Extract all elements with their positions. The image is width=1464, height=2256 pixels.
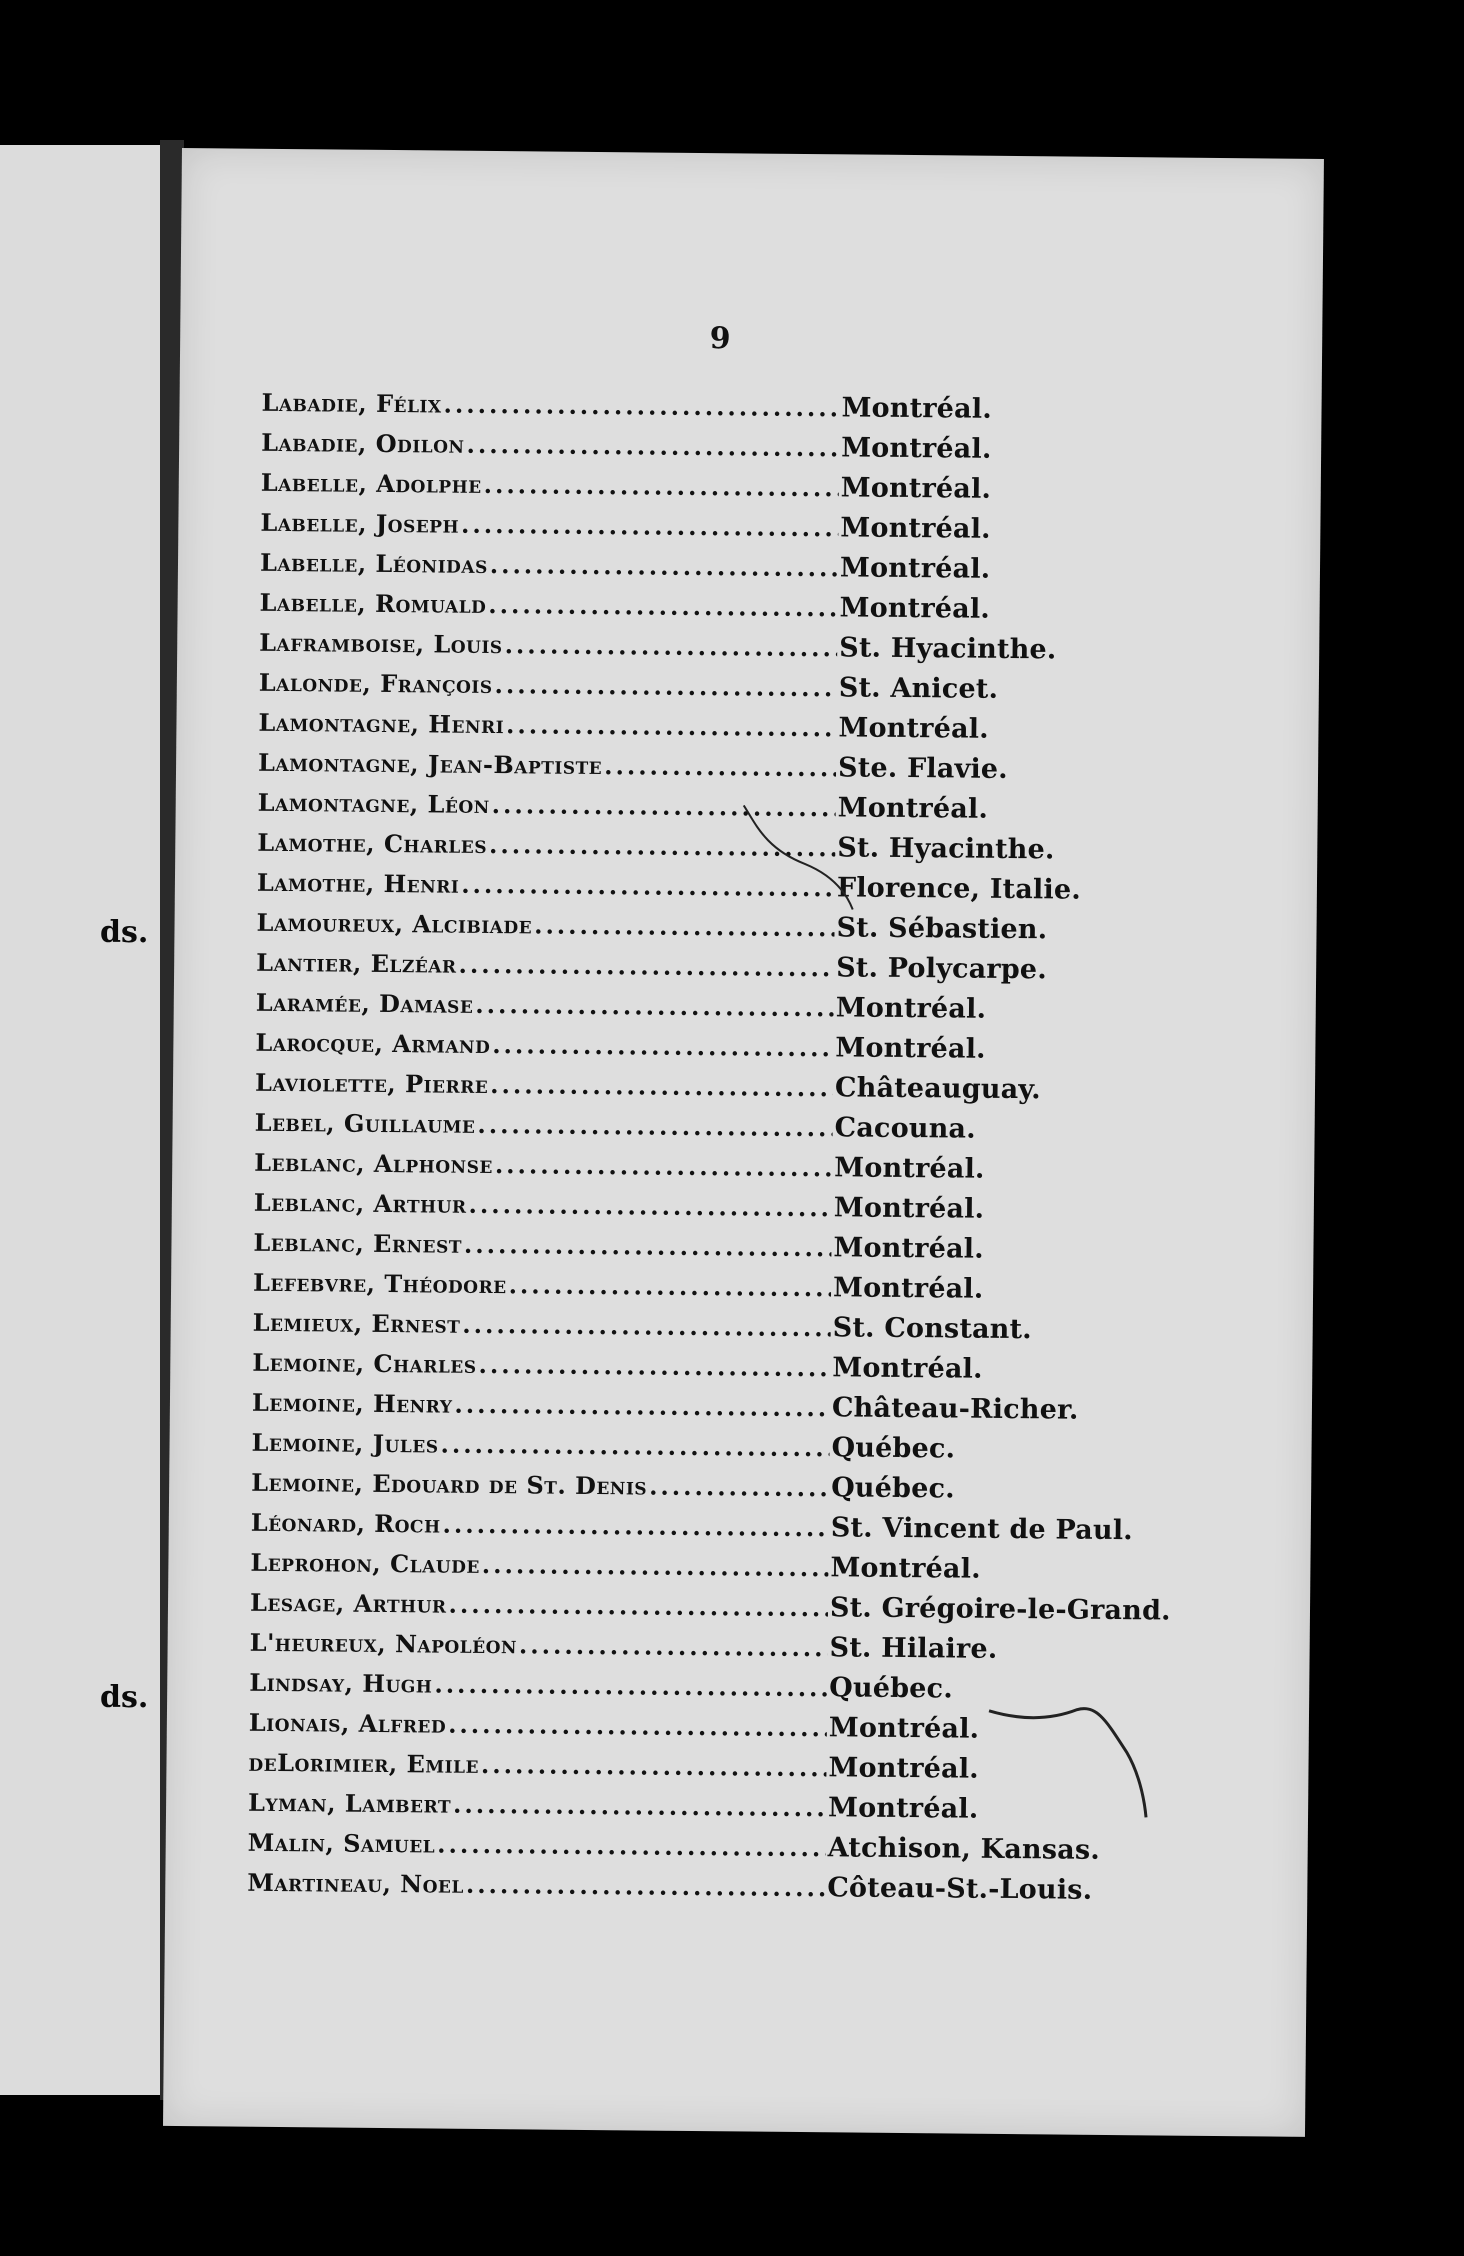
entry-place: St. Hyacinthe.	[839, 632, 1057, 666]
dot-leader	[519, 1630, 828, 1662]
entry-name: deLorimier, Emile	[248, 1747, 480, 1779]
dot-leader	[458, 950, 834, 983]
entry-place: Montréal.	[839, 592, 991, 625]
dot-leader	[453, 1790, 826, 1823]
dot-leader	[462, 1310, 831, 1343]
entry-place: Montréal.	[840, 512, 991, 545]
entry-name: Lamontagne, Jean-Baptiste	[257, 747, 603, 781]
dot-leader	[481, 1750, 827, 1782]
entry-name: Labadie, Félix	[261, 387, 442, 419]
entry-place: Montréal.	[833, 1192, 985, 1225]
entry-place: Montréal.	[830, 1552, 981, 1585]
entry-name: Lemoine, Charles	[252, 1347, 477, 1379]
entry-name: Lemoine, Jules	[251, 1427, 439, 1459]
dot-leader	[484, 470, 839, 502]
dot-leader	[506, 710, 837, 742]
entry-name: Labadie, Odilon	[261, 427, 465, 459]
entry-place: St. Constant.	[832, 1312, 1033, 1346]
dot-leader	[490, 1070, 833, 1102]
dot-leader	[478, 1350, 830, 1382]
entry-place: Atchison, Kansas.	[827, 1832, 1101, 1866]
dot-leader	[461, 510, 839, 543]
dot-leader	[604, 751, 836, 782]
entry-place: St. Anicet.	[838, 672, 999, 705]
dot-leader	[464, 1230, 832, 1263]
dot-leader	[466, 430, 839, 463]
dot-leader	[505, 630, 838, 662]
dot-leader	[449, 1590, 829, 1623]
dot-leader	[494, 670, 837, 702]
left-page-fragment: ds.	[100, 915, 149, 950]
entry-place: Québec.	[829, 1672, 954, 1705]
dot-leader	[448, 1710, 827, 1743]
entry-name: Lemoine, Henry	[251, 1387, 453, 1419]
entry-name: Lefebvre, Théodore	[252, 1267, 507, 1300]
dot-leader	[534, 910, 835, 942]
entry-name: Lesage, Arthur	[249, 1587, 447, 1619]
dot-leader	[482, 1550, 829, 1582]
entry-name: Lamontagne, Henri	[258, 707, 505, 740]
entry-place: Montréal.	[827, 1792, 979, 1825]
entry-place: Montréal.	[838, 712, 989, 745]
entry-place: Montréal.	[840, 472, 992, 505]
entry-place: Montréal.	[841, 432, 992, 465]
entry-place: Châteauguay.	[834, 1072, 1041, 1106]
entry-name: Laramée, Damase	[255, 987, 474, 1019]
dot-leader	[477, 1110, 832, 1142]
entry-name: Lebel, Guillaume	[254, 1107, 476, 1139]
page-number: 9	[709, 321, 731, 357]
entry-name: Leprohon, Claude	[250, 1547, 481, 1579]
entry-place: Ste. Flavie.	[837, 752, 1009, 785]
entry-place: Montréal.	[828, 1752, 979, 1785]
entry-place: Montréal.	[832, 1352, 983, 1385]
entry-name: Lindsay, Hugh	[249, 1667, 433, 1699]
dot-leader	[440, 1430, 829, 1463]
dot-leader	[649, 1472, 829, 1503]
entry-name: Lemieux, Ernest	[252, 1307, 461, 1339]
entry-place: Montréal.	[834, 1152, 985, 1185]
entry-name: Labelle, Joseph	[260, 507, 460, 539]
entry-name: Lantier, Elzéar	[256, 947, 457, 979]
entry-place: Montréal.	[841, 392, 993, 425]
left-page-edge	[0, 145, 160, 2095]
entry-place: St. Vincent de Paul.	[830, 1512, 1133, 1547]
entry-name: Lemoine, Edouard de St. Denis	[251, 1467, 648, 1501]
entry-name: Léonard, Roch	[250, 1507, 441, 1539]
entry-name: Lamothe, Henri	[256, 867, 460, 899]
dot-leader	[495, 1150, 833, 1182]
entry-place: Florence, Italie.	[836, 872, 1082, 906]
name-place-list	[247, 387, 1171, 1915]
dot-leader	[488, 590, 838, 622]
dot-leader	[490, 550, 838, 582]
entry-name: Labelle, Romuald	[259, 587, 487, 619]
dot-leader	[443, 390, 839, 423]
entry-name: L'heureux, Napoléon	[249, 1627, 518, 1660]
dot-leader	[442, 1510, 828, 1543]
entry-place: St. Hyacinthe.	[837, 832, 1055, 866]
entry-place: Montréal.	[839, 552, 991, 585]
entry-place: Cacouna.	[834, 1112, 976, 1145]
entry-place: Montréal.	[837, 792, 989, 825]
entry-name: Leblanc, Alphonse	[254, 1147, 494, 1180]
entry-place: Montréal.	[828, 1712, 980, 1745]
dot-leader	[492, 1030, 833, 1062]
entry-place: St. Grégoire-le-Grand.	[829, 1592, 1171, 1627]
document-page	[163, 148, 1324, 2137]
list-item	[247, 1867, 1093, 1915]
entry-name: Laviolette, Pierre	[254, 1067, 489, 1099]
entry-place: Montréal.	[835, 992, 987, 1025]
dot-leader	[509, 1270, 832, 1302]
entry-name: Lamothe, Charles	[257, 827, 488, 859]
entry-name: Labelle, Adolphe	[260, 467, 482, 499]
entry-name: Leblanc, Ernest	[253, 1227, 463, 1259]
pen-scribble-mark	[735, 793, 886, 914]
entry-name: Laframboise, Louis	[259, 627, 503, 660]
entry-name: Martineau, Noel	[247, 1867, 465, 1899]
entry-name: Lamontagne, Léon	[257, 787, 490, 819]
entry-place: St. Polycarpe.	[836, 952, 1048, 986]
dot-leader	[437, 1830, 826, 1863]
entry-place: Montréal.	[835, 1032, 986, 1065]
entry-name: Labelle, Léonidas	[259, 547, 488, 579]
entry-name: Lalonde, François	[258, 667, 493, 700]
entry-name: Lionais, Alfred	[248, 1707, 447, 1739]
dot-leader	[468, 1190, 832, 1222]
entry-name: Larocque, Armand	[255, 1027, 491, 1059]
entry-place: Montréal.	[833, 1232, 984, 1265]
entry-place: Québec.	[831, 1432, 956, 1465]
pen-scribble-mark	[986, 1691, 1157, 1823]
entry-place: Montréal.	[832, 1272, 984, 1305]
entry-place: Québec.	[831, 1472, 955, 1505]
entry-name: Lamoureux, Alcibiade	[256, 907, 533, 940]
entry-name: Leblanc, Arthur	[253, 1187, 467, 1219]
entry-place: Côteau-St.-Louis.	[827, 1872, 1093, 1906]
dot-leader	[434, 1669, 827, 1702]
dot-leader	[466, 1870, 826, 1902]
entry-place: St. Sébastien.	[836, 912, 1048, 946]
dot-leader	[475, 990, 834, 1022]
left-page-fragment: ds.	[100, 1680, 149, 1715]
entry-place: St. Hilaire.	[829, 1632, 998, 1665]
dot-leader	[454, 1390, 830, 1423]
entry-name: Malin, Samuel	[247, 1827, 436, 1859]
entry-name: Lyman, Lambert	[247, 1787, 452, 1819]
entry-place: Château-Richer.	[831, 1392, 1079, 1426]
